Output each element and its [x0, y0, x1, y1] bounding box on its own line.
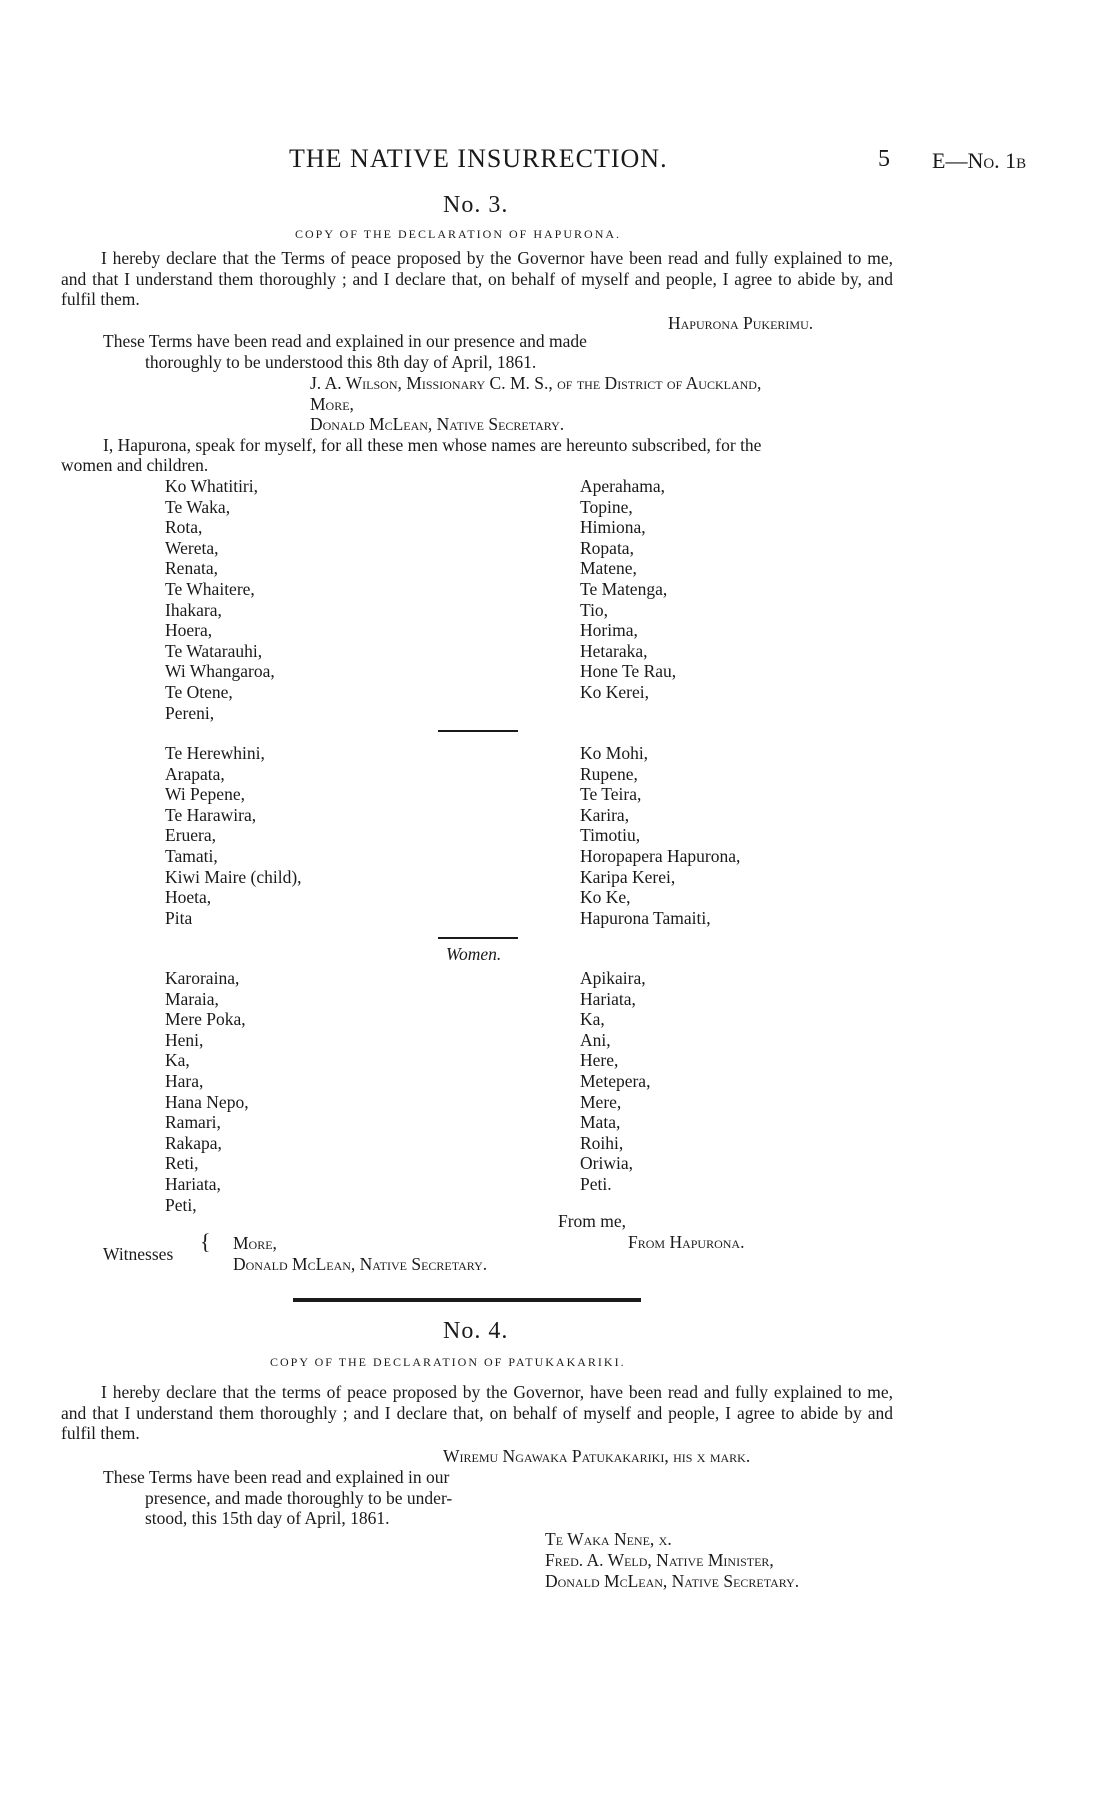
- doc3-speak-line-2: women and children.: [61, 455, 209, 475]
- doc4-witness-weld: Fred. A. Weld, Native Minister,: [545, 1550, 774, 1570]
- list-item: Te Harawira,: [165, 804, 257, 825]
- list-item: Ko Whatitiri,: [165, 476, 258, 496]
- list-item: Heni,: [165, 1029, 204, 1050]
- list-item: Hapurona Tamaiti,: [580, 907, 711, 928]
- witness-brace: {: [200, 1229, 211, 1254]
- list-item: Rakapa,: [165, 1132, 222, 1153]
- list-item: Te Teira,: [580, 784, 642, 805]
- list-item: Mere Poka,: [165, 1009, 246, 1030]
- page-number: 5: [878, 146, 890, 172]
- list-item: Ko Kerei,: [580, 681, 650, 702]
- doc4-signature: Wiremu Ngawaka Patukakariki, his x mark.: [443, 1446, 751, 1466]
- doc3-speak-line-1: I, Hapurona, speak for myself, for all these men whose names are hereunto subscribed, for the: [103, 435, 762, 455]
- list-item: Peti.: [580, 1173, 612, 1194]
- list-item: Renata,: [165, 558, 218, 579]
- doc4-declaration: I hereby declare that the terms of peace proposed by the Governor, have been read and fully explained to me, and that I understand them thoroughly ; and I declare that, on behalf of myself and people, I agree to abide by and fulfil them.: [61, 1382, 893, 1443]
- list-item: Himiona,: [580, 517, 646, 538]
- doc3-witness-wilson: J. A. Wilson, Missionary C. M. S., of the District of Auckland,: [310, 373, 762, 393]
- from-me: From me,: [558, 1211, 627, 1231]
- list-item: Hara,: [165, 1070, 204, 1091]
- section-divider: [438, 937, 518, 939]
- list-item: Ko Mohi,: [580, 743, 649, 763]
- from-hapurona: From Hapurona.: [628, 1232, 745, 1252]
- list-item: Aperahama,: [580, 476, 666, 496]
- list-item: Ani,: [580, 1029, 611, 1050]
- men-group-2-right: [580, 743, 740, 928]
- list-item: Mere,: [580, 1091, 622, 1112]
- list-item: Te Waka,: [165, 496, 231, 517]
- list-item: Roihi,: [580, 1132, 624, 1153]
- doc3-declaration: I hereby declare that the Terms of peace proposed by the Governor have been read and fully explained to me, and that I understand them thoroughly ; and I declare that, on behalf of myself and people, I agree to abide by, and fulfil them.: [61, 248, 893, 309]
- list-item: Hoeta,: [165, 887, 212, 908]
- list-item: Ko Ke,: [580, 887, 631, 908]
- list-item: Hone Te Rau,: [580, 661, 677, 682]
- list-item: Oriwia,: [580, 1153, 633, 1174]
- doc4-witness-nene: Te Waka Nene, x.: [545, 1529, 672, 1549]
- document-number: E—No. 1b: [932, 148, 1027, 173]
- doc4-witness-mclean: Donald McLean, Native Secretary.: [545, 1571, 800, 1591]
- list-item: Tamati,: [165, 845, 218, 866]
- men-group-1-left: [165, 476, 275, 723]
- doc4-number: No. 4.: [443, 1318, 509, 1344]
- list-item: Here,: [580, 1050, 619, 1071]
- list-item: Hetaraka,: [580, 640, 648, 661]
- list-item: Ropata,: [580, 537, 634, 558]
- list-item: Horopapera Hapurona,: [580, 845, 741, 866]
- doc4-attest-line-2: presence, and made thoroughly to be under-: [145, 1488, 453, 1508]
- list-item: Matene,: [580, 558, 637, 579]
- men-group-2-left: [165, 743, 302, 928]
- list-item: Ka,: [580, 1009, 605, 1030]
- list-item: Peti,: [165, 1194, 197, 1215]
- list-item: Reti,: [165, 1153, 199, 1174]
- doc4-attest-line-1: These Terms have been read and explained in our: [103, 1467, 450, 1487]
- list-item: Pita: [165, 907, 193, 928]
- list-item: Te Herewhini,: [165, 743, 265, 763]
- document-separator: [293, 1298, 641, 1302]
- list-item: Rupene,: [580, 763, 638, 784]
- men-group-1-right: [580, 476, 676, 703]
- list-item: Mata,: [580, 1112, 621, 1133]
- section-divider: [438, 730, 518, 732]
- list-item: Eruera,: [165, 825, 217, 846]
- list-item: Wi Whangaroa,: [165, 661, 275, 682]
- doc4-subtitle: COPY OF THE DECLARATION OF PATUKAKARIKI.: [270, 1355, 626, 1369]
- doc3-witness-mclean: Donald McLean, Native Secretary.: [310, 414, 565, 434]
- doc3-attest-line-2: thoroughly to be understood this 8th day of April, 1861.: [145, 352, 537, 372]
- page-header-title: THE NATIVE INSURRECTION.: [289, 144, 668, 173]
- witnesses-label: Witnesses: [103, 1244, 174, 1264]
- doc3-number: No. 3.: [443, 192, 509, 218]
- list-item: Te Otene,: [165, 681, 233, 702]
- list-item: Wi Pepene,: [165, 784, 245, 805]
- list-item: Hariata,: [580, 988, 636, 1009]
- list-item: Hana Nepo,: [165, 1091, 249, 1112]
- list-item: Ramari,: [165, 1112, 221, 1133]
- list-item: Maraia,: [165, 988, 219, 1009]
- list-item: Rota,: [165, 517, 203, 538]
- witness-mclean: Donald McLean, Native Secretary.: [233, 1254, 488, 1274]
- doc3-witness-more: More,: [310, 394, 354, 414]
- list-item: Kiwi Maire (child),: [165, 866, 302, 887]
- list-item: Apikaira,: [580, 968, 646, 988]
- doc3-subtitle: COPY OF THE DECLARATION OF HAPURONA.: [295, 227, 622, 241]
- list-item: Pereni,: [165, 702, 215, 723]
- list-item: Horima,: [580, 620, 638, 641]
- list-item: Te Matenga,: [580, 578, 668, 599]
- list-item: Wereta,: [165, 537, 219, 558]
- list-item: Ihakara,: [165, 599, 222, 620]
- women-right: [580, 968, 650, 1195]
- list-item: Arapata,: [165, 763, 225, 784]
- list-item: Te Whaitere,: [165, 578, 255, 599]
- doc3-attest-line-1: These Terms have been read and explained in our presence and made: [103, 331, 587, 351]
- list-item: Hariata,: [165, 1173, 221, 1194]
- list-item: Topine,: [580, 496, 633, 517]
- doc4-attest-line-3: stood, this 15th day of April, 1861.: [145, 1508, 390, 1528]
- list-item: Metepera,: [580, 1070, 651, 1091]
- list-item: Hoera,: [165, 620, 213, 641]
- list-item: Te Watarauhi,: [165, 640, 263, 661]
- list-item: Tio,: [580, 599, 609, 620]
- list-item: Karipa Kerei,: [580, 866, 676, 887]
- list-item: Timotiu,: [580, 825, 641, 846]
- women-heading: Women.: [446, 944, 502, 964]
- list-item: Ka,: [165, 1050, 190, 1071]
- list-item: Karoraina,: [165, 968, 240, 988]
- women-left: [165, 968, 249, 1215]
- witness-more: More,: [233, 1233, 277, 1253]
- doc3-signature: Hapurona Pukerimu.: [668, 313, 814, 333]
- list-item: Karira,: [580, 804, 630, 825]
